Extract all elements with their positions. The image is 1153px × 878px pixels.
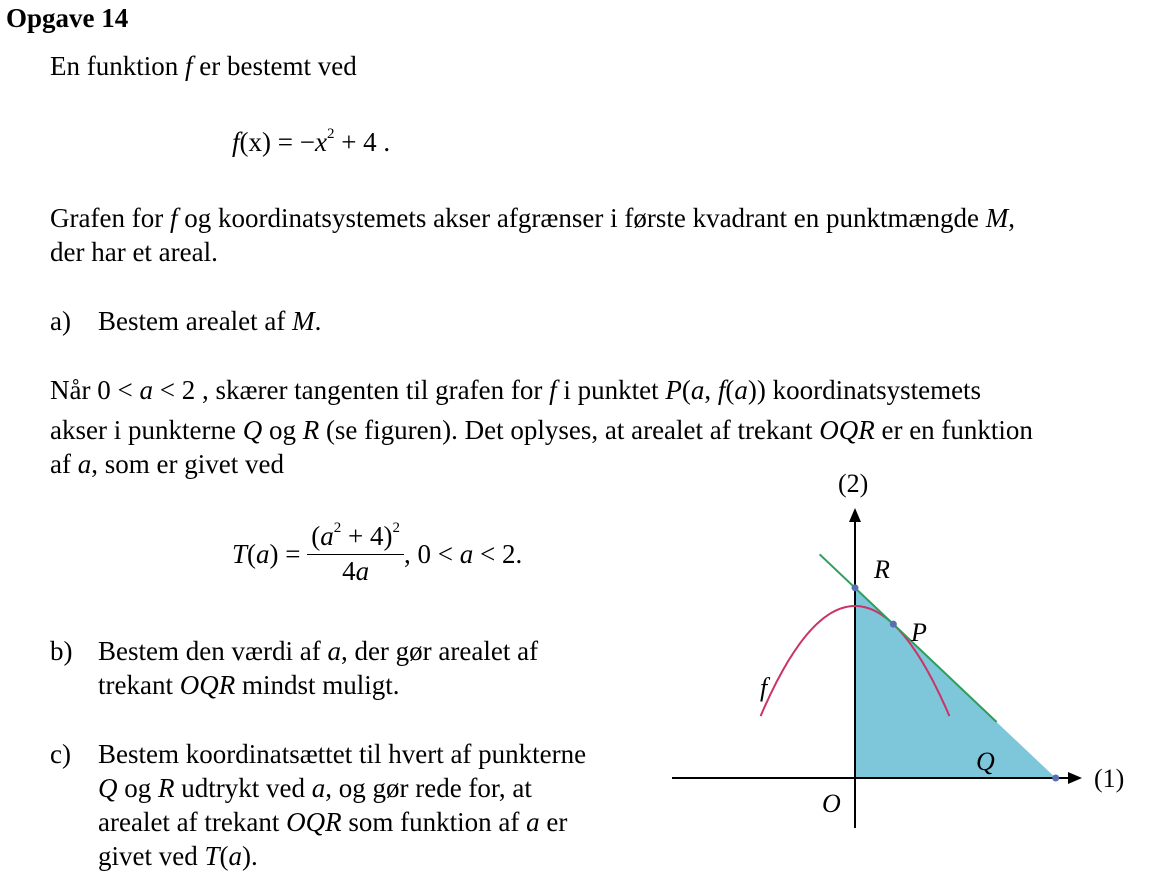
point-R-marker xyxy=(852,584,859,591)
y-axis-label: (2) xyxy=(838,469,869,498)
x-axis-label: (1) xyxy=(1094,764,1125,793)
question-c-line-1: Bestem koordinatsættet til hvert af punkterne xyxy=(98,739,587,769)
point-P-label: P xyxy=(911,618,927,647)
question-b-label: b) xyxy=(50,636,73,666)
question-b-line-1: Bestem den værdi af a, der gør arealet af xyxy=(98,636,539,666)
question-c-line-3: arealet af trekant OQR som funktion af a er xyxy=(98,807,568,837)
point-Q-label: Q xyxy=(976,747,995,776)
question-c-label: c) xyxy=(50,739,71,769)
point-Q-marker xyxy=(1052,775,1059,782)
question-a-text: Bestem arealet af M. xyxy=(98,306,322,336)
point-R-label: R xyxy=(874,555,890,584)
y-axis-arrow-icon xyxy=(849,508,861,522)
paragraph-2-line-1: Når 0 < a < 2 , skærer tangenten til grafen for f i punktet P(a, f(a)) koordinatsystemets xyxy=(50,375,982,405)
point-P-marker xyxy=(890,621,897,628)
question-b-line-2: trekant OQR mindst muligt. xyxy=(98,670,400,700)
question-c-line-2: Q og R udtrykt ved a, og gør rede for, at xyxy=(98,773,532,803)
x-axis-arrow-icon xyxy=(1068,772,1082,784)
intro-line: En funktion f er bestemt ved xyxy=(50,51,357,81)
paragraph-2-line-2: akser i punkterne Q og R (se figuren). Det oplyses, at arealet af trekant OQR er en funktion xyxy=(50,415,1033,445)
curve-f-label: f xyxy=(760,673,768,702)
formula-f: $f(x) = -x^2 + 4$ . xyxy=(232,126,391,157)
exercise-heading: Opgave 14 xyxy=(6,3,129,33)
question-c-line-4: givet ved T(a). xyxy=(98,841,258,871)
origin-label: O xyxy=(822,789,841,818)
T-fraction: $\frac{(a^2 + 4)^2}{4a}$ xyxy=(307,520,404,589)
question-a-label: a) xyxy=(50,306,71,336)
formula-T: T(a) = $\frac{(a^2 + 4)^2}{4a}$ , 0 < a < 2. xyxy=(232,520,522,589)
paragraph-1-line-2: der har et areal. xyxy=(50,237,218,267)
paragraph-1-line-1: Grafen for f og koordinatsystemets akser afgrænser i første kvadrant en punktmængde M, xyxy=(50,203,1016,233)
paragraph-2-line-3: af a, som er givet ved xyxy=(50,449,284,479)
